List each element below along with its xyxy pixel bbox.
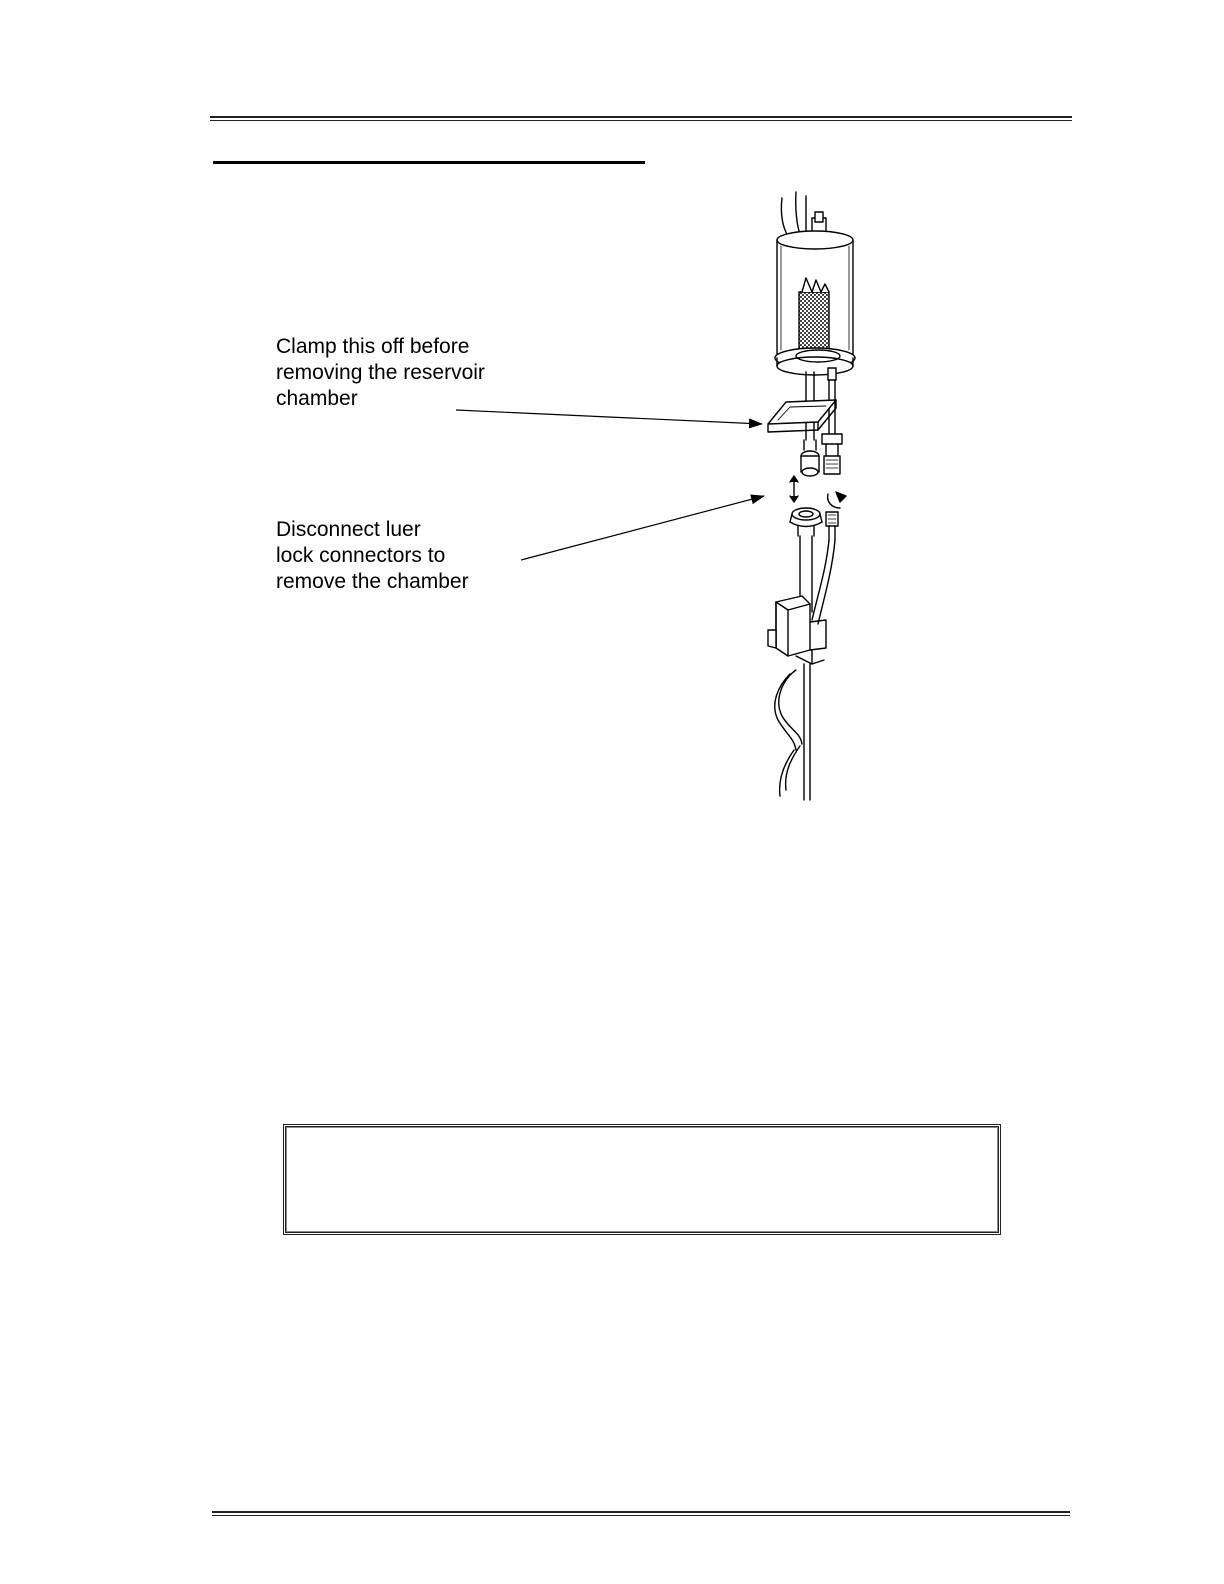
chamber-assembly bbox=[768, 192, 855, 800]
header-rule bbox=[210, 116, 1072, 121]
clamp-callout-line-1: Clamp this off before bbox=[276, 335, 470, 358]
luer-callout-line-1: Disconnect luer bbox=[276, 518, 421, 541]
clamp-callout-line-2: removing the reservoir bbox=[276, 361, 485, 384]
section-heading-underline bbox=[213, 161, 645, 164]
clamp-callout-line-3: chamber bbox=[276, 387, 358, 410]
luer-callout bbox=[276, 517, 469, 595]
clamp-callout bbox=[276, 334, 485, 412]
footer-rule bbox=[212, 1511, 1070, 1516]
note-box bbox=[283, 1124, 1001, 1235]
luer-arrow bbox=[521, 496, 764, 560]
clamp-arrow bbox=[456, 410, 762, 424]
luer-callout-line-3: remove the chamber bbox=[276, 570, 469, 593]
luer-callout-line-2: lock connectors to bbox=[276, 544, 446, 567]
